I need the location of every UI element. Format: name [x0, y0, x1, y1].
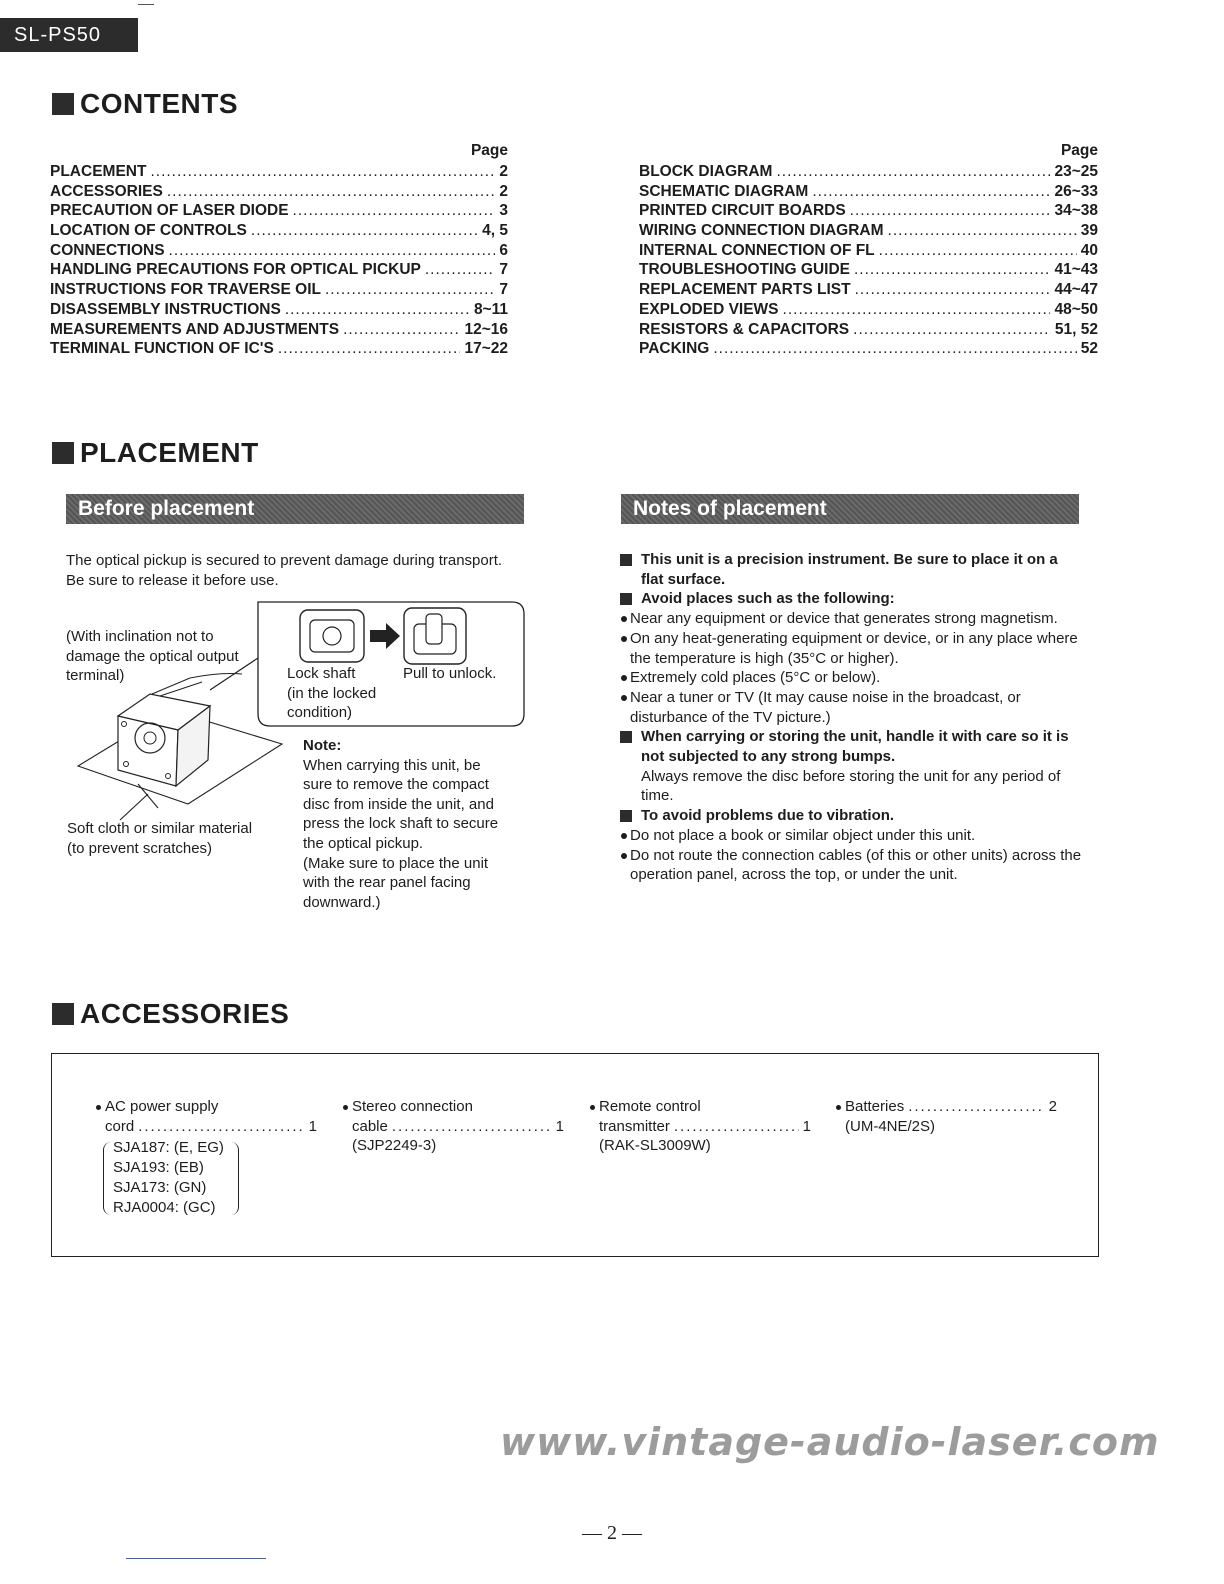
note-line: with the rear panel facing: [303, 874, 471, 892]
toc-entry-page: 2: [499, 182, 508, 200]
note-line: disc from inside the unit, and: [303, 795, 494, 813]
footer-watermark-url: www.vintage-audio-laser.com: [500, 1420, 1160, 1464]
toc-entry-page: 17~22: [464, 340, 508, 358]
note-bullet-magnetism: Near any equipment or device that generates strong magnetism.: [620, 609, 1082, 629]
ac-variant: SJA193: (EB): [113, 1159, 204, 1177]
toc-entry-title: INSTRUCTIONS FOR TRAVERSE OIL: [50, 281, 321, 299]
toc-entry-title: MEASUREMENTS AND ADJUSTMENTS: [50, 320, 340, 338]
inclination-line-3: terminal): [66, 667, 125, 685]
toc-page-label: Page: [1060, 142, 1098, 159]
inclination-line-1: (With inclination not to: [66, 628, 214, 645]
note-line: the optical pickup.: [303, 834, 424, 852]
toc-entry-page: 7: [499, 281, 508, 299]
intro-line-1: The optical pickup is secured to prevent damage during transport.: [66, 552, 503, 569]
toc-leader-dots: [776, 163, 1050, 181]
notes-placement-banner: [621, 494, 1079, 524]
batteries-part-number: (UM-4NE/2S): [845, 1117, 936, 1135]
note-block: [303, 736, 533, 912]
contents-heading: [52, 88, 238, 120]
cloth-pointer-line: [120, 794, 148, 820]
intro-line-2: Be sure to release it before use.: [66, 571, 279, 589]
toc-entry-title: HANDLING PRECAUTIONS FOR OPTICAL PICKUP: [50, 261, 421, 279]
toc-entry: [50, 321, 508, 341]
toc-entry: [639, 183, 1098, 203]
note-line: (Make sure to place the unit: [303, 854, 489, 872]
remote-part-number: (RAK-SL3009W): [599, 1137, 711, 1155]
toc-entry-title: BLOCK DIAGRAM: [639, 163, 773, 180]
note-bullet-tuner: Near a tuner or TV (It may cause noise in the broadcast, or disturbance of the TV picture.): [620, 688, 1082, 727]
toc-entry-title: EXPLODED VIEWS: [639, 300, 779, 318]
toc-entry: [639, 242, 1098, 262]
heading-square-icon: [52, 442, 74, 464]
toc-entry-title: PACKING: [639, 340, 710, 358]
placement-heading: [52, 437, 259, 469]
remote-line-1: Remote control: [589, 1097, 811, 1117]
toc-entry-title: PLACEMENT: [50, 163, 147, 180]
toc-right-column: [639, 142, 1098, 360]
placement-title: PLACEMENT: [80, 437, 259, 468]
toc-entry: [639, 163, 1098, 183]
bullet-square-icon: [620, 810, 632, 822]
heading-square-icon: [52, 93, 74, 115]
notes-placement-title: Notes of placement: [633, 497, 827, 520]
toc-entry: [50, 340, 508, 360]
toc-entry-page: 52: [1080, 340, 1098, 358]
notes-of-placement: [620, 550, 1082, 885]
toc-entry-page: 2: [499, 163, 508, 180]
header-rule: [138, 4, 154, 5]
toc-entry-title: LOCATION OF CONTROLS: [50, 222, 247, 240]
toc-entry-title: WIRING CONNECTION DIAGRAM: [639, 222, 884, 240]
bottom-rule: [126, 1558, 266, 1559]
toc-entry-page: 39: [1080, 222, 1098, 240]
toc-leader-dots: [285, 301, 470, 319]
note-title: Note:: [303, 737, 342, 754]
model-name: SL-PS50: [14, 23, 102, 46]
accessories-heading: [52, 998, 289, 1030]
note-heading-vibration: To avoid problems due to vibration.: [620, 806, 1082, 826]
note-line: sure to remove the compact: [303, 776, 489, 794]
toc-entry: [50, 183, 508, 203]
note-line: press the lock shaft to secure: [303, 815, 499, 833]
accessory-remote: [589, 1097, 811, 1156]
cloth-line-1: Soft cloth or similar material: [67, 820, 253, 837]
toc-page-label: Page: [470, 142, 508, 159]
lock-line-1: Lock shaft: [287, 665, 356, 682]
toc-entry-page: 12~16: [464, 320, 508, 338]
toc-right-list: [639, 163, 1098, 360]
toc-entry-page: 44~47: [1054, 281, 1098, 299]
toc-entry-title: PRINTED CIRCUIT BOARDS: [639, 202, 846, 220]
toc-entry-title: TROUBLESHOOTING GUIDE: [639, 261, 850, 279]
toc-entry: [639, 301, 1098, 321]
toc-entry-page: 3: [499, 202, 508, 220]
ac-variant: SJA173: (GN): [113, 1178, 207, 1196]
toc-entry-title: ACCESSORIES: [50, 182, 163, 200]
toc-leader-dots: [251, 222, 478, 240]
bullet-square-icon: [620, 554, 632, 566]
bullet-square-icon: [620, 731, 632, 743]
note-bullet-heat: On any heat-generating equipment or device, or in any place where the temperature is high (35°C or higher).: [620, 629, 1082, 668]
cloth-line-2: (to prevent scratches): [67, 839, 213, 857]
note-bullet-book: Do not place a book or similar object under this unit.: [620, 826, 1082, 846]
ac-variant-list: [97, 1138, 225, 1217]
toc-leader-dots: [167, 183, 496, 201]
inclination-line-2: damage the optical output: [66, 647, 239, 665]
toc-entry: [639, 202, 1098, 222]
note-carrying-text: Always remove the disc before storing the unit for any period of time.: [641, 767, 1061, 805]
note-line: downward.): [303, 893, 381, 911]
accessory-ac-cord: [95, 1097, 317, 1217]
toc-entry-page: 6: [499, 241, 508, 259]
toc-leader-dots: [783, 301, 1051, 319]
toc-left-list: [50, 163, 508, 360]
toc-entry-page: 48~50: [1054, 300, 1098, 318]
toc-entry: [50, 222, 508, 242]
note-lines: [303, 756, 533, 913]
toc-entry-title: REPLACEMENT PARTS LIST: [639, 281, 851, 299]
before-placement-intro: [66, 551, 526, 590]
toc-entry: [639, 222, 1098, 242]
toc-entry: [50, 261, 508, 281]
toc-entry: [639, 281, 1098, 301]
toc-entry-title: RESISTORS & CAPACITORS: [639, 320, 850, 338]
toc-entry-page: 4, 5: [482, 222, 508, 240]
toc-leader-dots: [343, 321, 460, 339]
toc-entry-page: 26~33: [1054, 182, 1098, 200]
toc-entry: [50, 163, 508, 183]
stereo-line-2: cable ..... 1: [342, 1117, 564, 1137]
toc-leader-dots: [425, 261, 496, 279]
toc-leader-dots: [293, 202, 496, 220]
toc-leader-dots: [855, 281, 1051, 299]
toc-entry: [639, 261, 1098, 281]
toc-entry: [50, 202, 508, 222]
toc-entry-title: SCHEMATIC DIAGRAM: [639, 182, 809, 200]
bullet-square-icon: [620, 593, 632, 605]
lock-line-2: (in the locked: [287, 684, 377, 702]
accessories-title: ACCESSORIES: [80, 998, 290, 1029]
toc-entry-title: INTERNAL CONNECTION OF FL: [639, 241, 875, 259]
cd-player-unit-drawing: [118, 674, 242, 787]
page-number: — 2 —: [582, 1522, 642, 1544]
ac-line-2: cord ..... 1: [95, 1117, 317, 1137]
toc-entry-page: 23~25: [1054, 163, 1098, 180]
note-bullet-cables: Do not route the connection cables (of this or other units) across the operation panel, across the top, or under the unit.: [620, 846, 1082, 885]
contents-title: CONTENTS: [80, 88, 238, 119]
note-line: When carrying this unit, be: [303, 756, 481, 774]
ac-variant: SJA187: (E, EG): [113, 1139, 224, 1157]
before-placement-title: Before placement: [78, 497, 255, 520]
toc-leader-dots: [812, 183, 1050, 201]
toc-entry-page: 8~11: [473, 300, 508, 318]
toc-entry-page: 34~38: [1054, 202, 1098, 220]
toc-leader-dots: [150, 163, 495, 181]
toc-entry-title: TERMINAL FUNCTION OF IC'S: [50, 340, 274, 358]
toc-leader-dots: [854, 261, 1050, 279]
toc-entry-page: 41~43: [1054, 261, 1098, 279]
toc-entry-page: 40: [1080, 241, 1098, 259]
before-placement-banner: [66, 494, 524, 524]
ac-line-1: AC power supply: [95, 1097, 317, 1117]
accessory-stereo-cable: [342, 1097, 564, 1156]
note-heading-avoid: Avoid places such as the following:: [620, 589, 1082, 609]
toc-leader-dots: [713, 340, 1076, 358]
stereo-part-number: (SJP2249-3): [352, 1137, 437, 1155]
toc-entry: [50, 242, 508, 262]
toc-entry: [639, 321, 1098, 341]
note-heading-precision: This unit is a precision instrument. Be sure to place it on a flat surface.: [620, 550, 1082, 589]
note-bullet-cold: Extremely cold places (5°C or below).: [620, 668, 1082, 688]
toc-entry: [639, 340, 1098, 360]
toc-leader-dots: [853, 321, 1051, 339]
ac-variant: RJA0004: (GC): [113, 1198, 216, 1216]
toc-leader-dots: [850, 202, 1051, 220]
soft-cloth-caption: [67, 819, 252, 858]
lock-line-3: condition): [287, 704, 353, 722]
toc-entry-title: DISASSEMBLY INSTRUCTIONS: [50, 300, 281, 318]
toc-leader-dots: [169, 242, 496, 260]
toc-leader-dots: [879, 242, 1077, 260]
model-tag: [0, 18, 138, 52]
toc-leader-dots: [278, 340, 461, 358]
remote-line-2: transmitter ..... 1: [589, 1117, 811, 1137]
note-heading-carrying: When carrying or storing the unit, handle it with care so it is not subjected to any strong bumps.: [620, 727, 1082, 766]
toc-entry-title: PRECAUTION OF LASER DIODE: [50, 202, 289, 220]
heading-square-icon: [52, 1003, 74, 1025]
toc-leader-dots: [325, 281, 495, 299]
toc-entry-page: 51, 52: [1054, 320, 1098, 338]
toc-entry-page: 7: [499, 261, 508, 279]
toc-entry: [50, 301, 508, 321]
batteries-line-1: Batteries ..... 2: [835, 1097, 1057, 1117]
lock-shaft-caption: [287, 664, 376, 723]
stereo-line-1: Stereo connection: [342, 1097, 564, 1117]
arrow-right-icon: [370, 623, 400, 649]
toc-leader-dots: [888, 222, 1077, 240]
accessory-batteries: [835, 1097, 1057, 1136]
toc-entry: [50, 281, 508, 301]
toc-entry-title: CONNECTIONS: [50, 241, 165, 259]
pull-to-unlock-caption: Pull to unlock.: [403, 665, 497, 682]
toc-left-column: [50, 142, 508, 360]
